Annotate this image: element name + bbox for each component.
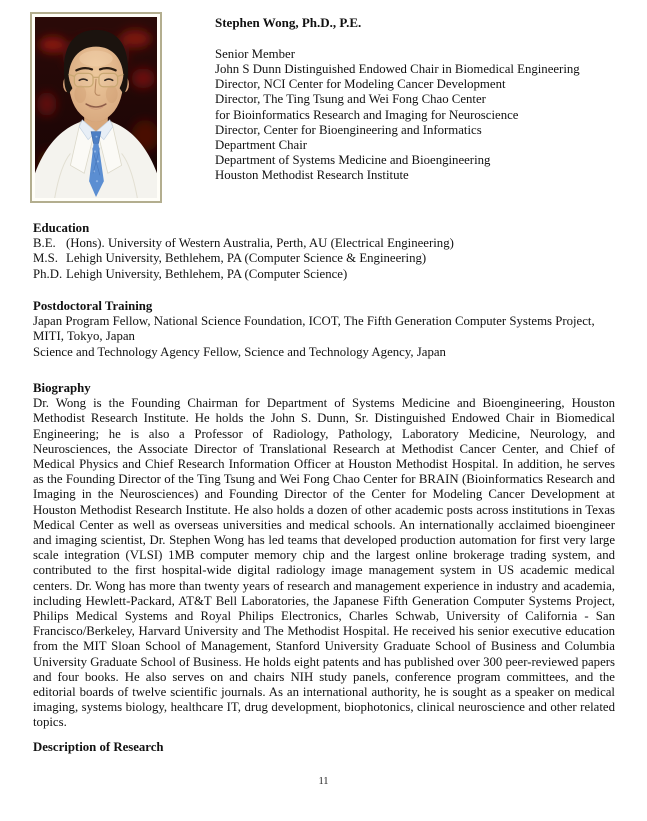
- education-entry: [33, 251, 615, 266]
- title-line: Director, The Ting Tsung and Wei Fong Chao Center: [215, 92, 486, 107]
- education-section: [33, 221, 615, 282]
- postdoctoral-heading: Postdoctoral Training: [33, 299, 153, 313]
- title-line: Department Chair: [215, 137, 308, 152]
- degree-label: B.E.: [33, 236, 56, 251]
- degree-detail: Lehigh University, Bethlehem, PA (Computer Science): [66, 266, 348, 281]
- title-line: Department of Systems Medicine and Bioengineering: [215, 153, 491, 168]
- header-block: [215, 15, 625, 184]
- research-heading: Description of Research: [33, 740, 164, 754]
- biography-heading: Biography: [33, 381, 91, 395]
- education-heading: Education: [33, 221, 90, 235]
- person-name: Stephen Wong, Ph.D., P.E.: [215, 15, 362, 30]
- biography-section: [33, 381, 615, 731]
- title-list: [215, 47, 625, 184]
- degree-detail: (Hons). University of Western Australia, Perth, AU (Electrical Engineering): [66, 236, 454, 251]
- degree-label: M.S.: [33, 251, 58, 266]
- postdoctoral-entry: Science and Technology Agency Fellow, Science and Technology Agency, Japan: [33, 344, 446, 359]
- biography-text: Dr. Wong is the Founding Chairman for Department of Systems Medicine and Bioengineering, Houston Methodist Research Institute. He holds the John S. Dunn, Sr. Distinguished Endowed Chair in Biomedical Engineering; he is also a Professor of Radiology, Pathology, Laboratory Medicine, Neurology, and Neurosciences, the Associate Director of Translational Research at Methodist Cancer Center, and Chief of Medical Physics and Chief Research Information Officer at Houston Methodist Hospital. In addition, he serves as the Founding Director of the Ting Tsung and Wei Fong Chao Center for BRAIN (Bioinformatics Research and Imaging in the Neurosciences) and Founding Director of the Center for Modeling Cancer Development at Houston Methodist Research Institute. He also holds a dozen of other academic posts across institutions in Texas Medical Center as well as overseas universities and medical schools. An internationally acclaimed bioengineer and imaging scientist, Dr. Stephen Wong has led teams that developed production automation for first very large scale integration (VLSI) 1MB computer memory chip and the largest online brokerage trading system, and contributed to the first hospital-wide digital radiology image management system in US academic medical centers. Dr. Wong has more than twenty years of research and management experience in industry and academia, including Hewlett-Packard, AT&T Bell Laboratories, the Japanese Fifth Generation Computer Systems Project, Philips Medical Systems and Royal Philips Electronics, Charles Schwab, University of California - San Francisco/Berkeley, Harvard University and The Methodist Hospital. He received his senior executive education from the MIT Sloan School of Management, Stanford University Graduate School of Business and Columbia University Graduate School of Business. He holds eight patents and has published over 300 peer-reviewed papers and four books. He also serves on and chairs NIH study panels, conference program committees, and the editorial boards of twelve scientific journals. As an international authority, he is sought as a speaker on medical imaging, systems biology, healthcare IT, drug development, biophotonics, clinical neuroscience and other related topics.: [33, 396, 615, 730]
- title-line: for Bioinformatics Research and Imaging for Neuroscience: [215, 107, 519, 122]
- portrait-photo-art: [35, 17, 157, 198]
- title-line: Director, NCI Center for Modeling Cancer Development: [215, 77, 506, 92]
- education-entry: [33, 236, 615, 251]
- portrait-photo: [30, 12, 162, 203]
- degree-label: Ph.D.: [33, 266, 63, 281]
- postdoctoral-entry: Japan Program Fellow, National Science Foundation, ICOT, The Fifth Generation Computer Systems Project, MITI, Tokyo, Japan: [33, 314, 595, 344]
- education-entry: [33, 267, 615, 282]
- page-number: 11: [318, 776, 329, 787]
- postdoctoral-section: [33, 299, 615, 360]
- title-line: Houston Methodist Research Institute: [215, 168, 409, 183]
- title-line: John S Dunn Distinguished Endowed Chair in Biomedical Engineering: [215, 61, 580, 76]
- title-line: Senior Member: [215, 46, 295, 61]
- degree-detail: Lehigh University, Bethlehem, PA (Computer Science & Engineering): [66, 251, 427, 266]
- title-line: Director, Center for Bioengineering and Informatics: [215, 122, 482, 137]
